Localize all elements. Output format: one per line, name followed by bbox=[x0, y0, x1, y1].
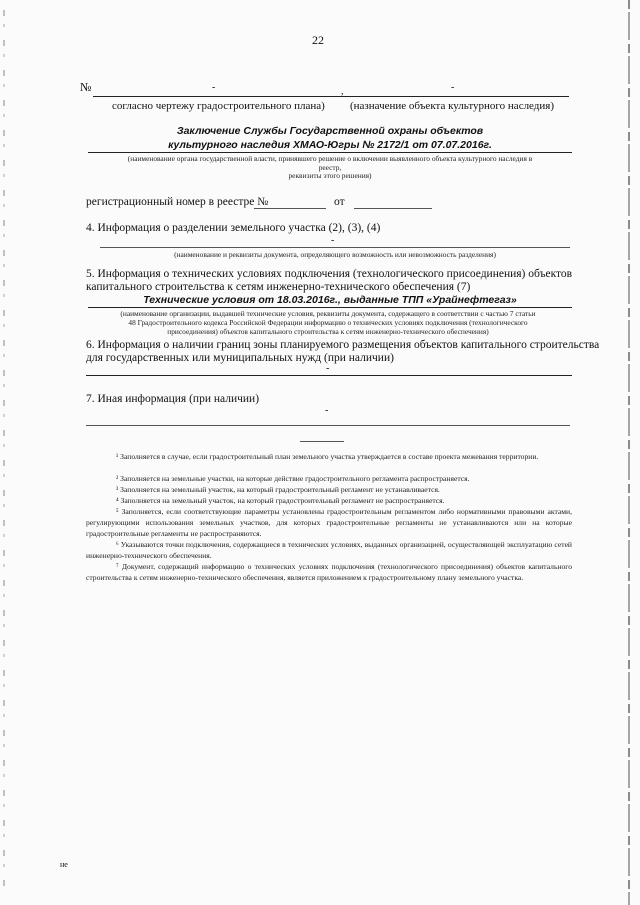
section7-dash: - bbox=[325, 405, 329, 416]
registration-date-line bbox=[354, 208, 432, 209]
section5-caption-line-1: (наименование организации, выдавшей технические условия, реквизиты документа, содержащего в соответствии с частью 7 статьи bbox=[120, 309, 536, 318]
scan-edge-left bbox=[3, 10, 5, 890]
section7-underline bbox=[86, 425, 570, 426]
section5-caption-line-2: 48 Градостроительного кодекса Российской Федерации информацию о технических условиях подключения (технологического bbox=[128, 318, 528, 327]
registration-label: регистрационный номер в реестре № bbox=[86, 196, 269, 208]
section6-title-line-1: 6. Информация о наличии границ зоны планируемого размещения объектов капитального строительства bbox=[86, 339, 600, 351]
section5-title-line-2: капитального строительства к сетям инженерно-технического обеспечения (7) bbox=[86, 281, 471, 293]
section4-caption: (наименование и реквизиты документа, определяющего возможность или невозможность разделения) bbox=[174, 250, 496, 259]
header-label-right: (назначение объекта культурного наследия) bbox=[350, 100, 555, 112]
header-comma: , bbox=[341, 86, 344, 97]
footnote-4: ⁴ Заполняется на земельный участок, на который градостроительный регламент не распространяется. bbox=[116, 496, 445, 505]
section5-caption-line-3: присоединения) объектов капитального строительства к сетям инженерно-технического обеспечения) bbox=[167, 327, 489, 336]
section6-dash: - bbox=[326, 363, 330, 374]
footnote-1: ¹ Заполняется в случае, если градостроительный план земельного участка утверждается в составе проекта межевания территории. bbox=[116, 452, 539, 461]
header-underline bbox=[93, 96, 569, 97]
conclusion-caption-line-3: реквизиты этого решения) bbox=[288, 171, 372, 180]
header-dash-1: - bbox=[212, 82, 216, 93]
conclusion-caption-line-2: реестр, bbox=[318, 163, 342, 172]
footnote-2: ² Заполняется на земельные участки, на которые действие градостроительного регламента распространяется. bbox=[116, 474, 470, 483]
section6-underline bbox=[86, 375, 572, 376]
scan-edge-right bbox=[628, 0, 630, 905]
header-label-left: согласно чертежу градостроительного плана) bbox=[112, 100, 325, 112]
footnote-separator bbox=[300, 441, 344, 442]
header-dash-2: - bbox=[451, 82, 455, 93]
footnote-3: ³ Заполняется на земельный участок, на который градостроительный регламент не устанавливается. bbox=[116, 485, 440, 494]
footnote-5: ⁵ Заполняется, если соответствующие параметры установлены градостроительным регламентом либо нормативными правовыми актами, регулирующими использования земельных участков, для которых градостроительные регламенты не устанавливаются или на которые градостроительные регламенты не распространяются. bbox=[86, 507, 572, 538]
conclusion-underline bbox=[88, 152, 572, 153]
conclusion-caption-line-1: (наименование органа государственной власти, принявшего решение о включении выявленного объекта культурного наследия в bbox=[127, 154, 533, 163]
section6-title-line-2: для государственных или муниципальных нужд (при наличии) bbox=[86, 352, 394, 364]
conclusion-line-2: культурного наследия ХМАО-Югры № 2172/1 от 07.07.2016г. bbox=[168, 139, 492, 151]
section5-tech-conditions: Технические условия от 18.03.2016г., выданные ТПП «Урайнефтегаз» bbox=[143, 294, 517, 306]
registration-from-label: от bbox=[334, 196, 345, 208]
page-number: 22 bbox=[312, 33, 324, 47]
section7-title: 7. Иная информация (при наличии) bbox=[86, 393, 260, 405]
section5-underline bbox=[88, 307, 572, 308]
registration-number-line bbox=[254, 208, 326, 209]
conclusion-line-1: Заключение Службы Государственной охраны объектов bbox=[176, 125, 484, 137]
section4-title: 4. Информация о разделении земельного участка (2), (3), (4) bbox=[86, 222, 381, 234]
bottom-mark: не bbox=[60, 860, 68, 869]
numero-sign: № bbox=[80, 80, 92, 94]
section4-underline bbox=[100, 247, 570, 248]
section4-dash: - bbox=[331, 235, 335, 246]
footnote-7: ⁷ Документ, содержащий информацию о технических условиях подключения (технологического присоединения) объектов капитального строительства к сетям инженерно-технического обеспечения, является приложением к градостроительному плану земельного участка. bbox=[86, 562, 572, 582]
footnote-6: ⁶ Указываются точки подключения, содержащиеся в технических условиях, выданных организацией, осуществляющей эксплуатацию сетей инженерно-технического обеспечения. bbox=[86, 540, 572, 560]
section5-title-line-1: 5. Информация о технических условиях подключения (технологического присоединения) объектов bbox=[86, 268, 573, 280]
